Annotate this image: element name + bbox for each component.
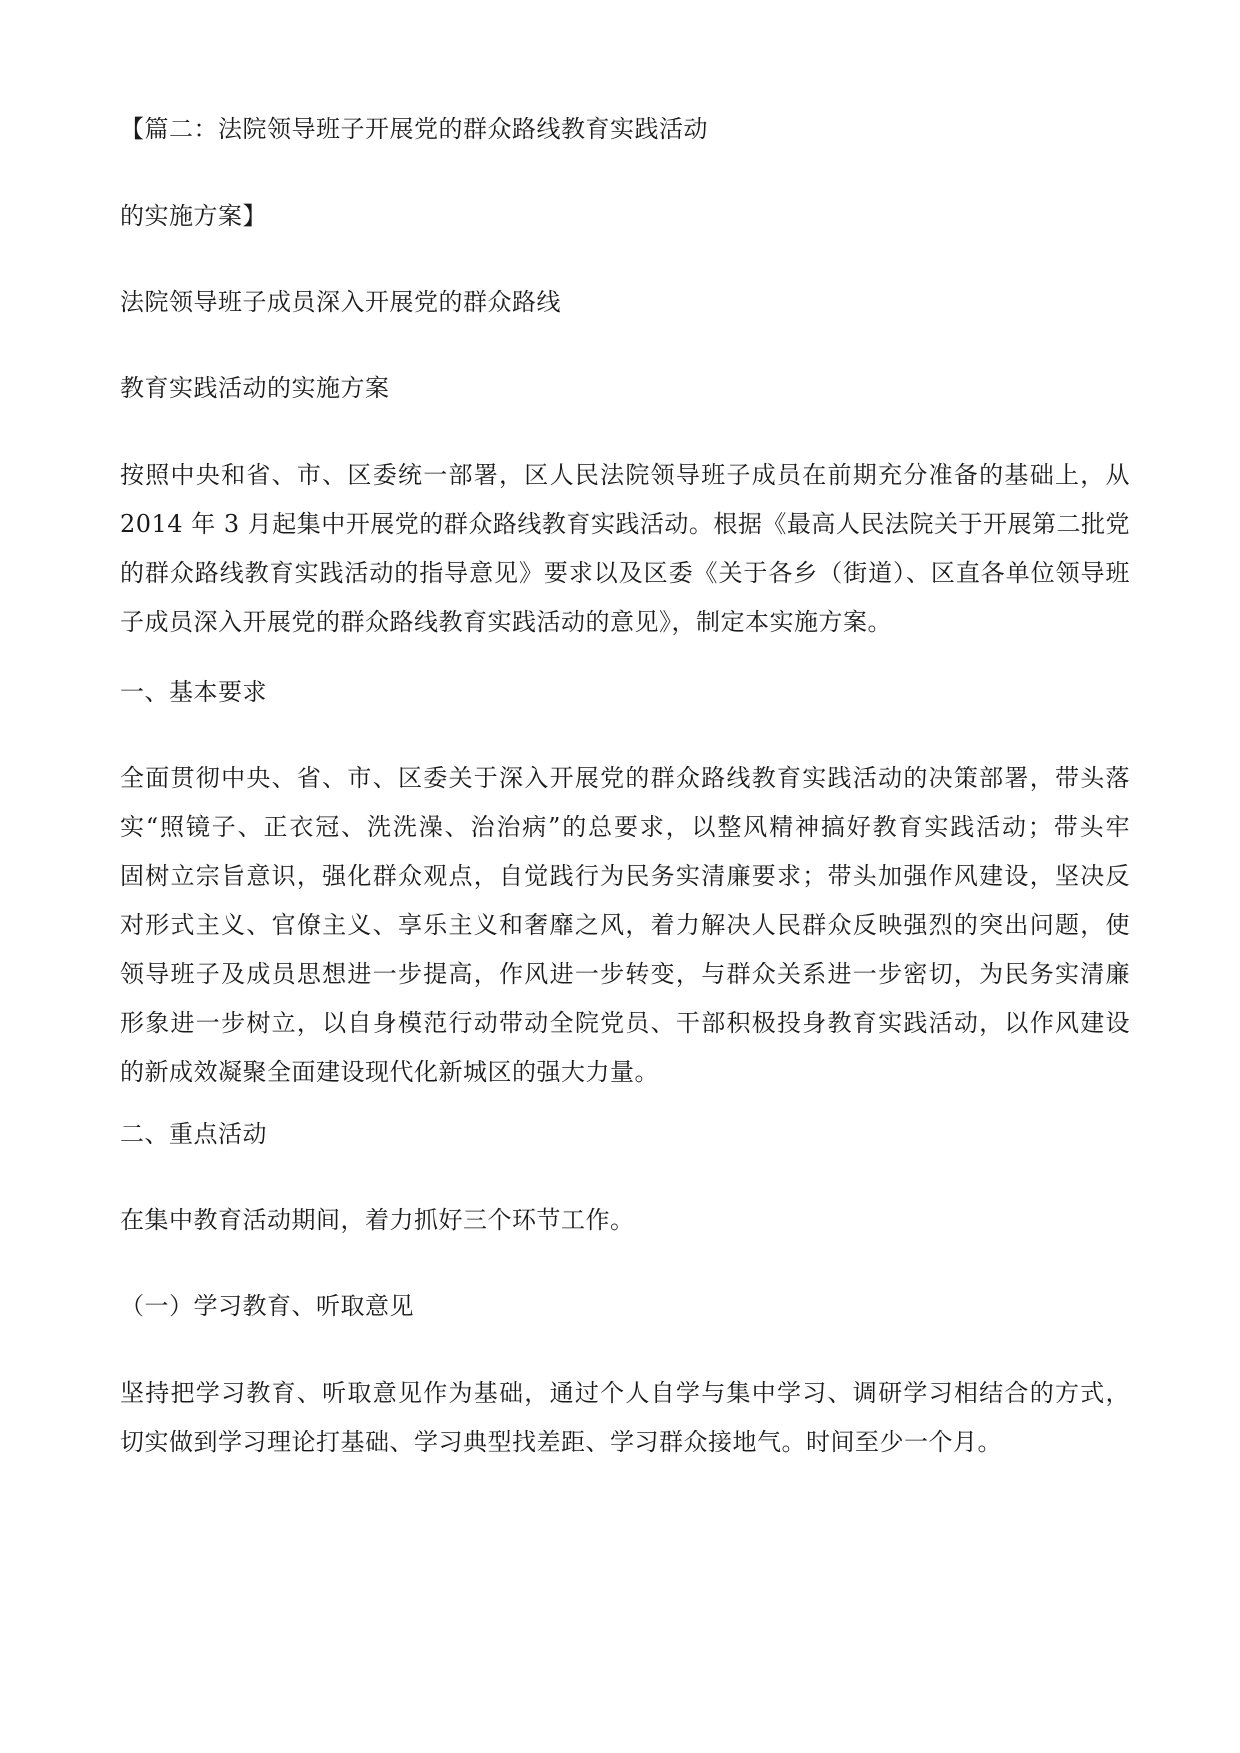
intro-line: 子成员深入开展党的群众路线教育实践活动的意见》，制定本实施方案。: [120, 608, 892, 636]
intro-line: 按照中央和省、市、区委统一部署，区人民法院领导班子成员在前期充分准备的基础上，从: [120, 461, 1130, 489]
section-1-line: 对形式主义、官僚主义、享乐主义和奢靡之风，着力解决人民群众反映强烈的突出问题，使: [120, 911, 1130, 939]
section-1-line: 全面贯彻中央、省、市、区委关于深入开展党的群众路线教育实践活动的决策部署，带头落: [120, 764, 1130, 792]
subsection-1-line: 切实做到学习理论打基础、学习典型找差距、学习群众接地气。时间至少一个月。: [120, 1428, 1002, 1456]
intro-line: 2014 年 3 月起集中开展党的群众路线教育实践活动。根据《最高人民法院关于开展第二批党: [120, 510, 1130, 538]
section-1-line: 领导班子及成员思想进一步提高，作风进一步转变，与群众关系进一步密切，为民务实清廉: [120, 960, 1130, 988]
document-subtitle-line-1: 法院领导班子成员深入开展党的群众路线: [120, 288, 561, 316]
subsection-1-paragraph: [120, 1369, 1130, 1467]
section-1-line: 的新成效凝聚全面建设现代化新城区的强大力量。: [120, 1058, 659, 1086]
document-subtitle-line-2: 教育实践活动的实施方案: [120, 374, 390, 402]
subsection-1-line: 坚持把学习教育、听取意见作为基础，通过个人自学与集中学习、调研学习相结合的方式，: [120, 1379, 1130, 1407]
section-1-line: 固树立宗旨意识，强化群众观点，自觉践行为民务实清廉要求；带头加强作风建设，坚决反: [120, 862, 1130, 890]
intro-line: 的群众路线教育实践活动的指导意见》要求以及区委《关于各乡（街道）、区直各单位领导班: [120, 559, 1130, 587]
document-title-line-1: 【篇二：法院领导班子开展党的群众路线教育实践活动: [120, 115, 708, 143]
section-1-line: 形象进一步树立，以自身模范行动带动全院党员、干部积极投身教育实践活动，以作风建设: [120, 1009, 1130, 1037]
document-title-line-2: 的实施方案】: [120, 202, 267, 230]
section-1-paragraph: [120, 754, 1130, 1097]
section-1-line: 实“照镜子、正衣冠、洗洗澡、治治病”的总要求，以整风精神搞好教育实践活动；带头牢: [120, 813, 1130, 841]
section-2-heading: 二、重点活动: [120, 1120, 267, 1148]
section-2-intro: 在集中教育活动期间，着力抓好三个环节工作。: [120, 1206, 635, 1234]
subsection-1-heading: （一）学习教育、听取意见: [120, 1292, 414, 1320]
section-1-heading: 一、基本要求: [120, 678, 267, 706]
intro-paragraph: [120, 451, 1130, 647]
